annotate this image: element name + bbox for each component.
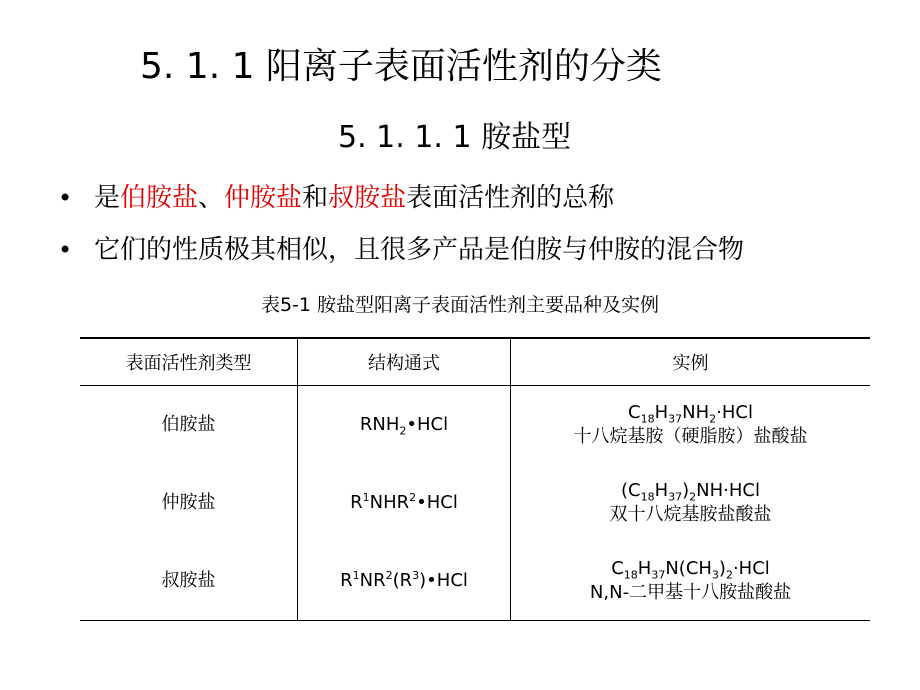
table-header-row: [80, 338, 870, 386]
table-row: [80, 464, 870, 542]
cell-type: 叔胺盐: [80, 542, 298, 621]
table-row: [80, 386, 870, 465]
cell-example: [511, 542, 871, 621]
bullet-1-text-3: 和: [302, 183, 329, 213]
example-formula: $(C_{18}H_{37})_2NH\cdot HCl$: [621, 480, 760, 504]
cell-formula: $R^1NR^2(R^3)•HCl$: [298, 542, 511, 621]
table-row: [80, 542, 870, 621]
header-formula: 结构通式: [298, 338, 511, 386]
bullet-dot-icon: •: [58, 184, 73, 212]
table-caption: 表5-1 胺盐型阳离子表面活性剂主要品种及实例: [260, 294, 660, 316]
example-formula: $C_{18}H_{37}NH_2\cdot HCl$: [628, 402, 753, 426]
cell-example: [511, 386, 871, 465]
example-name: 十八烷基胺（硬脂胺）盐酸盐: [573, 426, 808, 447]
cell-type: 仲胺盐: [161, 492, 216, 513]
header-example: 实例: [511, 338, 871, 386]
bullet-item-1: [58, 176, 744, 228]
bullet-1-text-1: 是: [94, 183, 121, 213]
example-formula: $C_{18}H_{37}N(CH_3)_2\cdot HCl$: [611, 558, 770, 582]
section-subtitle: 5. 1. 1. 1 胺盐型: [338, 120, 572, 155]
bullet-1-text-2: 、: [198, 183, 225, 213]
bullet-list: [58, 176, 744, 280]
example-name: 双十八烷基胺盐酸盐: [609, 504, 772, 525]
bullet-dot-icon: •: [58, 236, 73, 264]
example-name: N,N-二甲基十八胺盐酸盐: [589, 582, 792, 603]
cell-formula: $R^1NHR^2•HCl$: [298, 464, 511, 542]
slide-title: 5. 1. 1 阳离子表面活性剂的分类: [140, 46, 662, 87]
amine-salt-table: [80, 337, 870, 621]
cell-formula: $RNH_2•HCl$: [298, 386, 511, 465]
cell-type: 伯胺盐: [161, 414, 216, 435]
bullet-1-term-tertiary-amine: 叔胺盐: [328, 183, 407, 213]
bullet-1-text-4: 表面活性剂的总称: [406, 183, 615, 213]
bullet-item-2: [58, 228, 744, 280]
bullet-1-term-primary-amine: 伯胺盐: [120, 183, 199, 213]
bullet-1-term-secondary-amine: 仲胺盐: [224, 183, 303, 213]
bullet-2-text: 它们的性质极其相似，且很多产品是伯胺与仲胺的混合物: [94, 235, 745, 265]
header-type: 表面活性剂类型: [80, 338, 298, 386]
cell-example: [511, 464, 871, 542]
